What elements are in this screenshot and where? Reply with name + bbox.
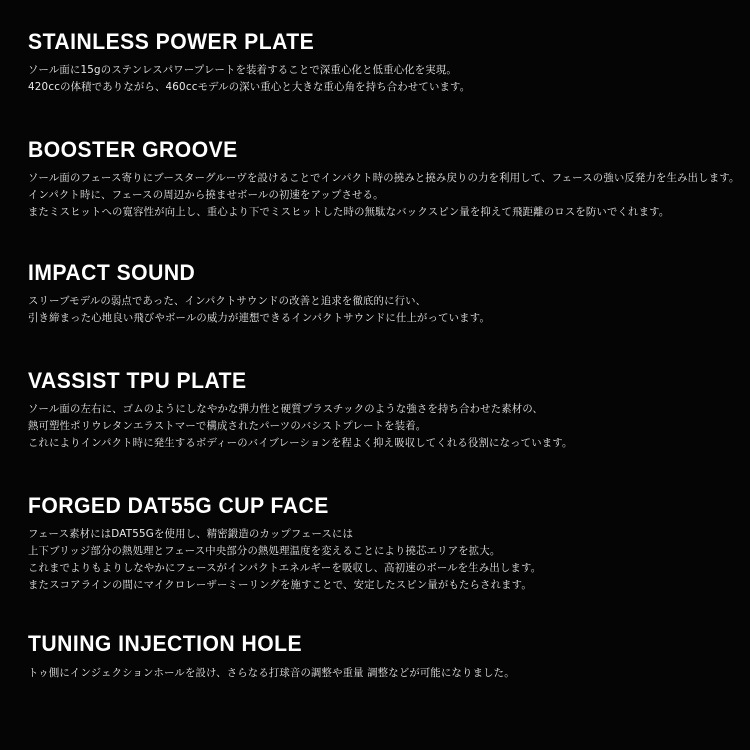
- body-line: ソール面のフェース寄りにブースターグルーヴを設けることでインパクト時の撓みと撓み戻りの力を利用して、フェースの強い反発力を生み出します。: [28, 172, 740, 185]
- body-line: ソール面に15gのステンレスパワープレートを装着することで深重心化と低重心化を実現。: [28, 64, 457, 77]
- section-body: [28, 62, 722, 96]
- section-body: [28, 526, 722, 594]
- section-title: VASSIST TPU PLATE: [28, 368, 247, 394]
- section-body: [28, 401, 722, 452]
- body-line: 引き締まった心地良い飛びやボールの威力が連想できるインパクトサウンドに仕上がっています。: [28, 312, 490, 325]
- section-vassist-tpu-plate: [28, 369, 722, 452]
- body-line: トゥ側にインジェクションホールを設け、さらなる打球音の調整や重量 調整などが可能になりました。: [28, 666, 515, 679]
- section-body: [28, 665, 722, 682]
- body-line: 420ccの体積でありながら、460ccモデルの深い重心と大きな重心角を持ち合わせています。: [28, 81, 471, 94]
- body-line: 熱可塑性ポリウレタンエラストマーで構成されたパーツのバシストプレートを装着。: [28, 420, 427, 433]
- body-line: ソール面の左右に、ゴムのようにしなやかな弾力性と硬質プラスチックのような強さを持ち合わせた素材の、: [28, 403, 543, 416]
- section-body: [28, 170, 740, 221]
- body-line: またスコアラインの間にマイクロレーザーミーリングを施すことで、安定したスピン量がもたらされます。: [28, 579, 532, 592]
- body-line: スリーブモデルの弱点であった、インパクトサウンドの改善と追求を徹底的に行い、: [28, 295, 427, 308]
- section-stainless-power-plate: [28, 30, 722, 96]
- section-tuning-injection-hole: [28, 632, 722, 681]
- section-title: STAINLESS POWER PLATE: [28, 29, 315, 54]
- body-line: これまでよりもよりしなやかにフェースがインパクトエネルギーを吸収し、高初速のボールを生み出します。: [28, 562, 542, 575]
- section-title: FORGED DAT55G CUP FACE: [28, 493, 329, 519]
- section-booster-groove: [28, 137, 740, 221]
- section-forged-dat55g-cup-face: [28, 494, 722, 594]
- section-impact-sound: [28, 261, 722, 327]
- section-title: TUNING INJECTION HOLE: [28, 631, 303, 657]
- body-line: 上下ブリッジ部分の熱処理とフェース中央部分の熱処理温度を変えることにより撓芯エリアを拡大。: [28, 545, 501, 558]
- body-line: これによりインパクト時に発生するボディーのバイブレーションを程よく抑え吸収してくれる役割になっています。: [28, 437, 573, 450]
- section-body: [28, 293, 722, 327]
- section-title: IMPACT SOUND: [28, 260, 196, 286]
- body-line: フェース素材にはDAT55Gを使用し、精密鍛造のカップフェースには: [28, 528, 354, 541]
- body-line: インパクト時に、フェースの周辺から撓ませボールの初速をアップさせる。: [28, 189, 384, 202]
- section-title: BOOSTER GROOVE: [28, 137, 238, 163]
- body-line: またミスヒットへの寛容性が向上し、重心より下でミスヒットした時の無駄なバックスピン量を抑えて飛距離のロスを防いでくれます。: [28, 206, 670, 219]
